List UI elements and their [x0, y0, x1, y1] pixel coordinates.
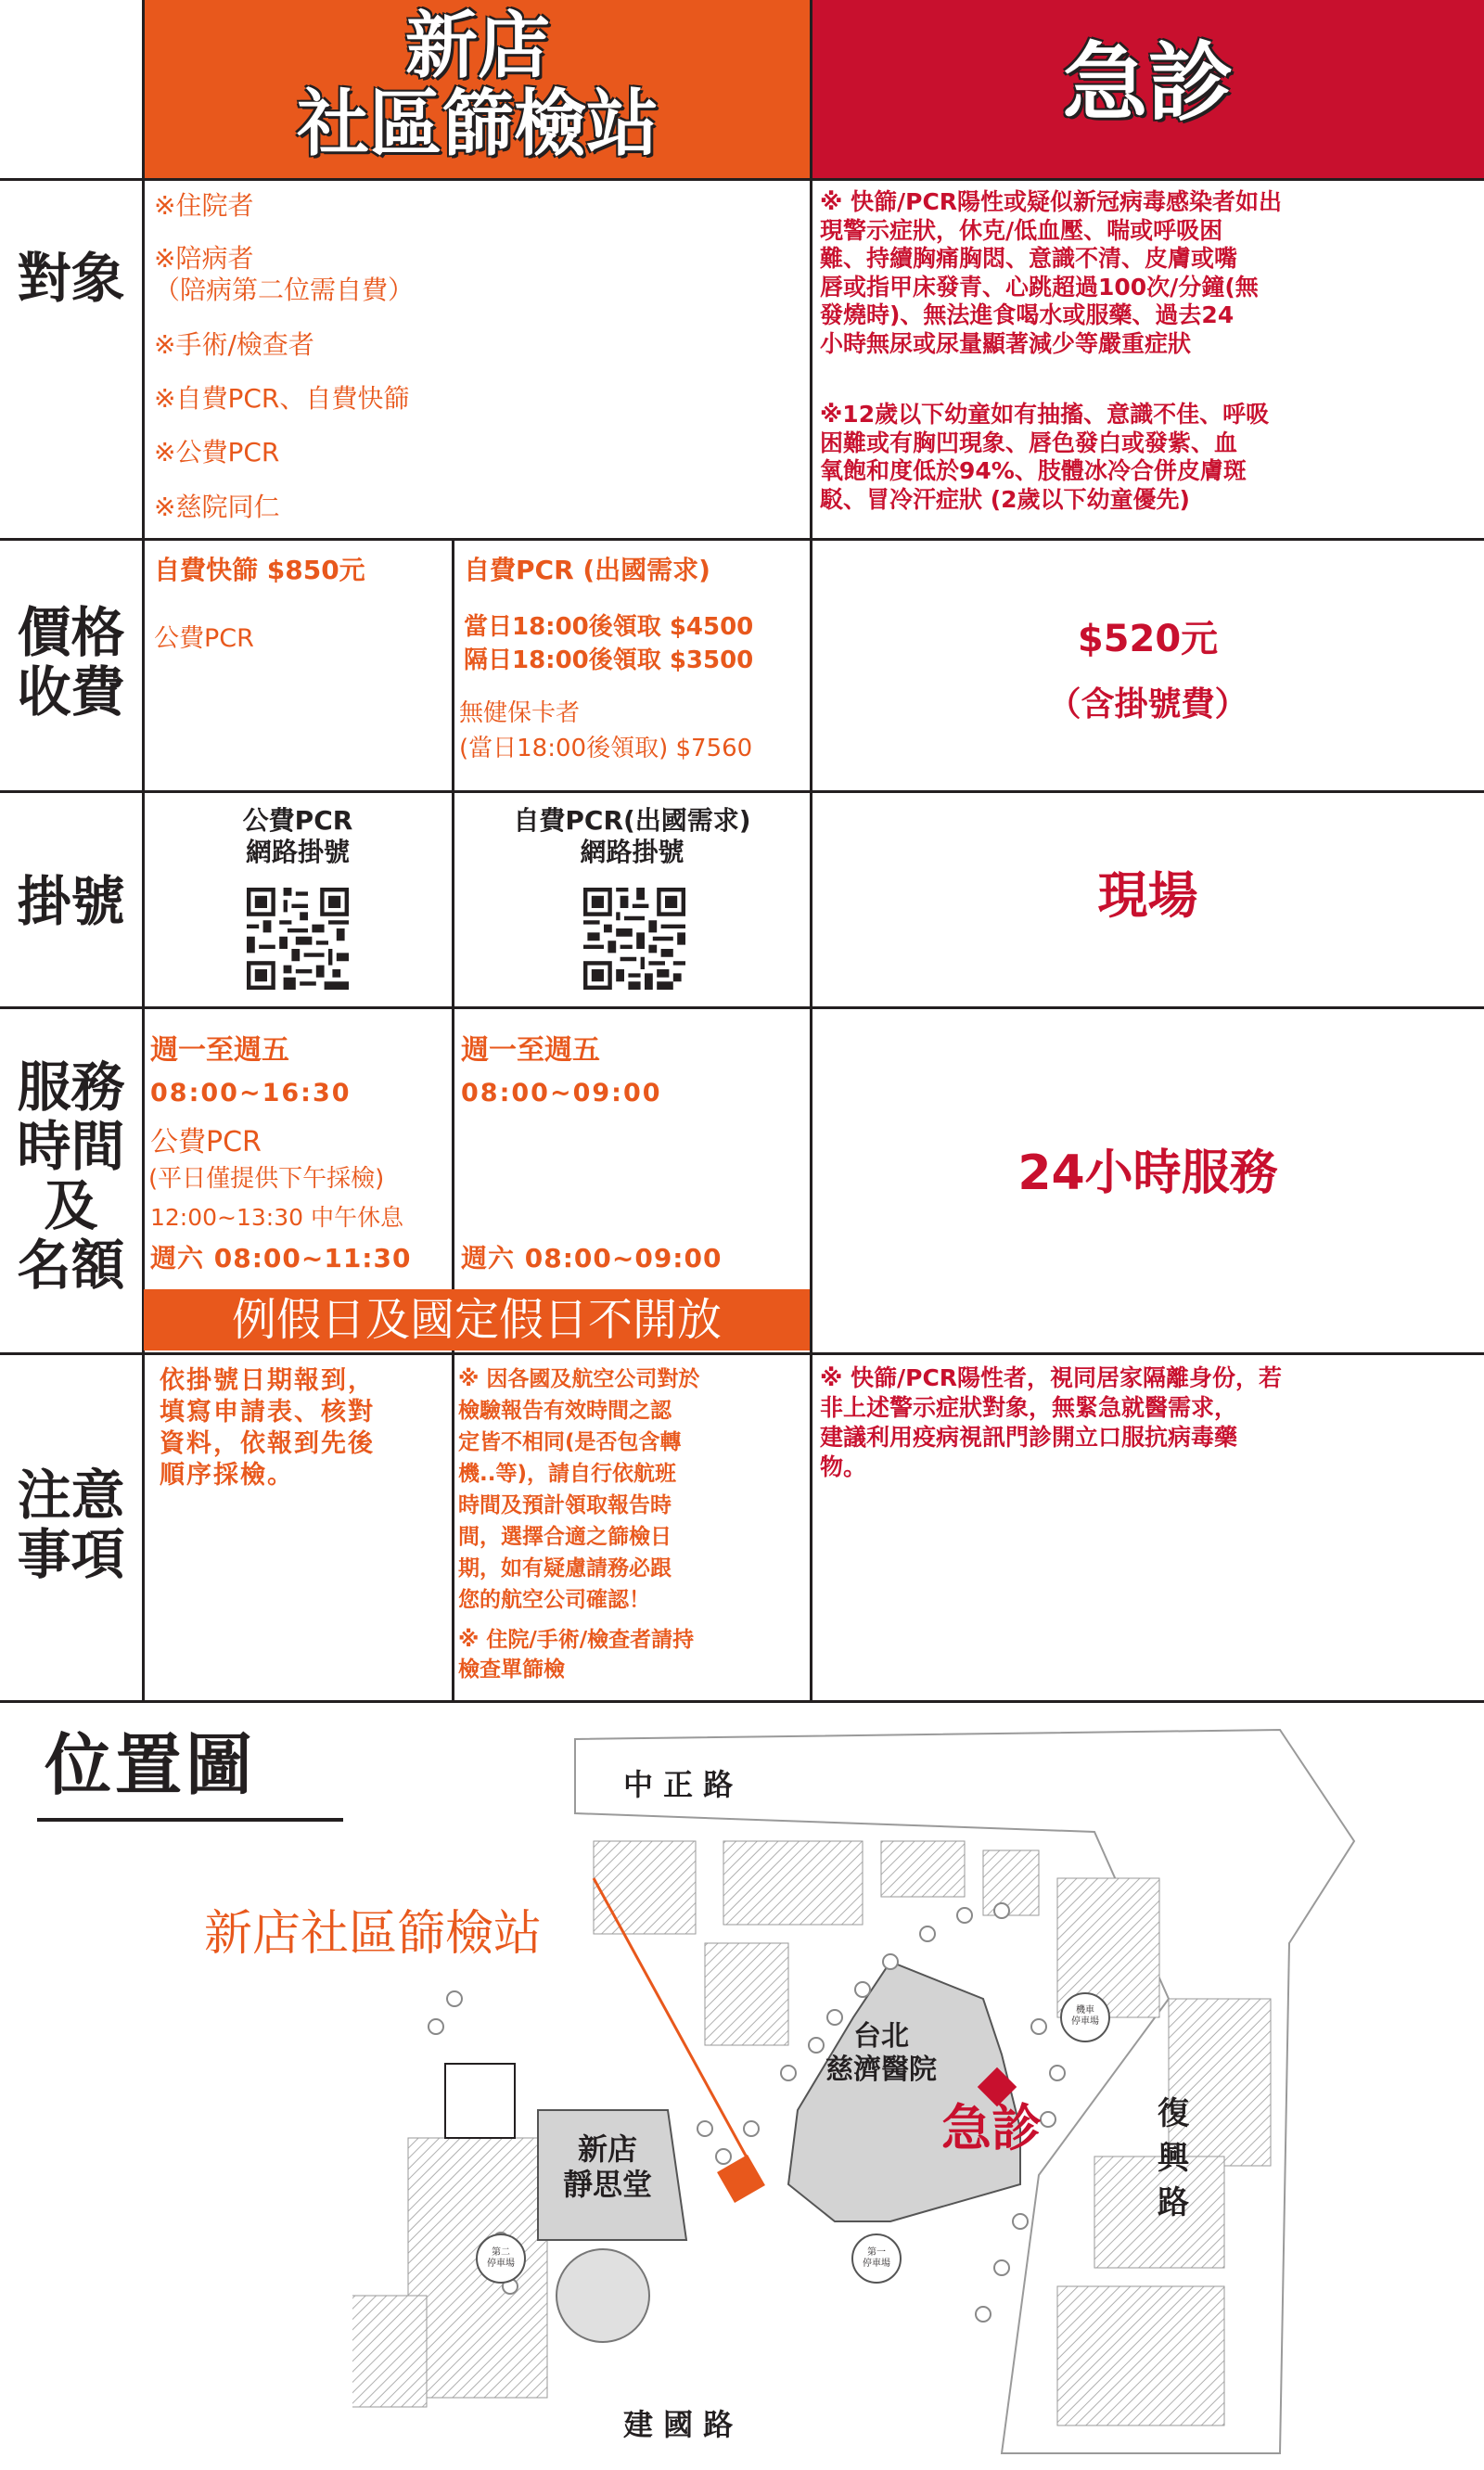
row-label-register: 掛號 [17, 870, 125, 933]
header-station-line2: 社區篩檢站 [296, 83, 659, 166]
row-label-price-2: 收費 [17, 660, 125, 723]
register-public-title: 公費PCR 網路掛號 [242, 805, 353, 867]
header-er: 急診 [1062, 33, 1234, 133]
target-item: ※自費PCR、自費快篩 [154, 383, 410, 414]
row-label-price-1: 價格 [17, 601, 125, 664]
target-item: ※手術/檢查者 [154, 329, 314, 360]
grid-line [0, 178, 1484, 181]
map-er-label: 急診 [941, 2099, 1042, 2157]
service-col2-time: 08:00~09:00 [461, 1079, 662, 1107]
service-col1-time: 08:00~16:30 [150, 1079, 352, 1107]
row-label-notes: 注意 事項 [17, 1464, 125, 1586]
qr-code-self-icon[interactable] [583, 888, 685, 990]
qr-code-public-icon[interactable] [247, 888, 349, 990]
target-item: ※住院者 [154, 190, 254, 221]
service-col2-days: 週一至週五 [461, 1034, 600, 1067]
map-hospital-label: 台北 慈濟醫院 [825, 2020, 937, 2086]
row-label-target: 對象 [17, 247, 125, 310]
grid-line [452, 1352, 454, 1703]
price-public-pcr: 公費PCR [154, 624, 254, 653]
grid-line [0, 790, 1484, 793]
service-col1-pcr: 公費PCR [150, 1126, 262, 1158]
map-road-bottom: 建 國 路 [623, 2407, 734, 2442]
row-label-service: 服務 時間 及 名額 [17, 1056, 125, 1297]
target-item: ※慈院同仁 [154, 492, 280, 522]
notes-col2-b: ※ 住院/手術/檢查者請持 檢查單篩檢 [458, 1628, 695, 1682]
grid-line [452, 538, 454, 793]
service-col2-sat: 週六 08:00~09:00 [461, 1243, 723, 1273]
notes-er: ※ 快篩/PCR陽性者，視同居家隔離身份，若 非上述警示症狀對象，無緊急就醫需求， 建議利用疫病視訊門診開立口服抗病毒藥 物。 [820, 1364, 1283, 1480]
grid-line [0, 1352, 1484, 1355]
map-parking-2: 第二 停車場 [487, 2247, 515, 2269]
price-self-pcr-lines: 當日18:00後領取 $4500 隔日18:00後領取 $3500 [464, 613, 754, 674]
target-er-children: ※12歲以下幼童如有抽搐、意識不佳、呼吸 困難或有胸凹現象、唇色發白或發紫、血 氧飽和度低於94%、肢體冰冷合併皮膚斑 駁、冒冷汗症狀 (2歲以下幼童優先) [820, 401, 1270, 513]
price-er: $520元 [1077, 618, 1219, 660]
map-title: 位置圖 [45, 1726, 257, 1804]
header-station-line1: 新店 [404, 5, 550, 88]
map-road-right: 復 興 路 [1158, 2095, 1189, 2221]
location-map[interactable] [352, 1721, 1373, 2463]
grid-line [810, 0, 812, 1703]
service-col1-sat: 週六 08:00~11:30 [150, 1243, 412, 1273]
target-item: ※陪病者 （陪病第二位需自費） [154, 243, 415, 305]
service-col1-break: 12:00~13:30 中午休息 [150, 1204, 403, 1231]
price-rapid: 自費快篩 $850元 [154, 555, 365, 585]
notes-col1: 依掛號日期報到， 填寫申請表、核對 資料，依報到先後 順序採檢。 [160, 1366, 375, 1490]
service-col1-pcr-note: (平日僅提供下午採檢) [148, 1165, 385, 1193]
grid-line [0, 1700, 1484, 1703]
register-self-title: 自費PCR(出國需求) 網路掛號 [513, 805, 751, 867]
price-no-card: 無健保卡者 (當日18:00後領取) $7560 [459, 699, 753, 762]
map-title-underline [37, 1818, 343, 1822]
register-er: 現場 [1097, 866, 1198, 925]
grid-line [0, 538, 1484, 541]
target-er-warning: ※ 快篩/PCR陽性或疑似新冠病毒感染者如出 現警示症狀，休克/低血壓、喘或呼吸困 難、持續胸痛胸悶、意識不清、皮膚或嘴 唇或指甲床發青、心跳超過100次/分鐘(無 發燒時)、無法進食喝水或服藥、過去24 小時無尿或尿量顯著減少等嚴重症狀 [820, 188, 1283, 357]
service-col1-days: 週一至週五 [150, 1034, 289, 1067]
service-closed-text: 例假日及國定假日不開放 [231, 1294, 722, 1346]
grid-line [452, 790, 454, 1352]
price-er-note: （含掛號費） [1047, 685, 1248, 723]
price-self-pcr-title: 自費PCR (出國需求) [464, 555, 710, 585]
map-hall-label: 新店 靜思堂 [562, 2131, 652, 2202]
notes-col2-a: ※ 因各國及航空公司對於 檢驗報告有效時間之認 定皆不相同(是否包含轉 機..等)，請自行依航班 時間及預計領取報告時 間，選擇合適之篩檢日 期，如有疑慮請務必跟 您的航空公司確認！ [458, 1367, 700, 1612]
map-parking-3: 第一 停車場 [863, 2247, 890, 2269]
map-station-label: 新店社區篩檢站 [204, 1906, 543, 1962]
target-item: ※公費PCR [154, 437, 280, 467]
service-er: 24小時服務 [1017, 1145, 1278, 1201]
map-road-top: 中 正 路 [623, 1767, 734, 1802]
grid-line [0, 1006, 1484, 1009]
map-parking-1: 機車 停車場 [1071, 2005, 1099, 2027]
